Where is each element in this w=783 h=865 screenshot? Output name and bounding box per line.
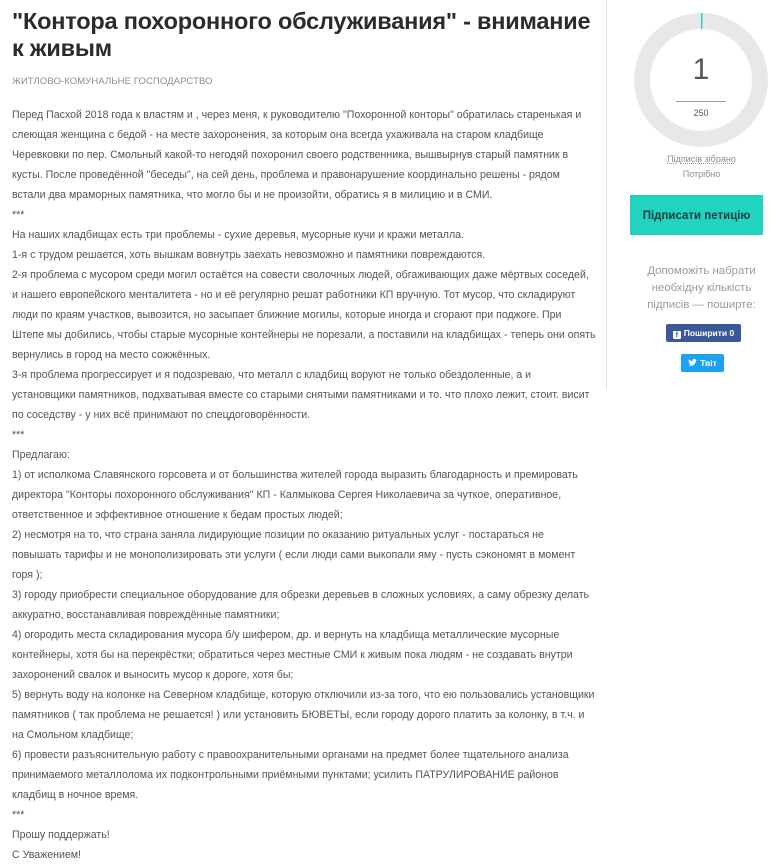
petition-paragraph: С Уважением! xyxy=(12,849,81,861)
facebook-share-label: Поширити 0 xyxy=(683,328,735,338)
petition-paragraph: Предлагаю: xyxy=(12,449,70,461)
petition-paragraph: 4) огородить места складирования мусора б/у шифером, др. и вернуть на кладбища металлические мусорные контейнеры, хотя бы на перекрёстки; обратиться через местные СМИ к живым пока людям - не создавать внутри захоронений свалок и выносить мусор к дороге, хотя бы; xyxy=(12,629,573,681)
petition-paragraph: 6) провести разъяснительную работу с правоохранительными органами на предмет более тщательного анализа принимаемого металлолома их подконтрольными приёмными пунктами; усилить ПАТРУЛИРОВАНИЕ районов кладбищ в ночное время. xyxy=(12,749,569,801)
twitter-share-button[interactable] xyxy=(681,354,724,372)
signatures-count: 1 xyxy=(692,53,710,86)
facebook-share-button[interactable] xyxy=(666,324,741,342)
sign-petition-button[interactable]: Підписати петицію xyxy=(630,195,763,235)
petition-body xyxy=(12,105,596,865)
column-divider xyxy=(606,0,607,390)
petition-paragraph: Перед Пасхой 2018 года к властям и , через меня, к руководителю "Похоронной конторы" обратилась старенькая и слеющая женщина с бедой - на месте захоронения, за которым она всегда ухаживала на старом кладбище Черевковки по пер. Смольный какой-то негодяй похоронил своего родственника, вышвырнув старый памятник в кусты. После проведённой "беседы", на сей день, проблема и правонарушение координально решены - рядом встали два мраморных памятника, что могло бы и не произойти, обратись я в милицию и в СМИ. xyxy=(12,109,582,201)
signatures-goal: 250 xyxy=(693,108,709,118)
petition-main xyxy=(12,0,596,865)
petition-paragraph: 1-я с трудом решается, хоть вышкам вовнутрь заехать невозможно и памятники повреждаются. xyxy=(12,249,486,261)
count-separator xyxy=(676,101,726,102)
petition-paragraph: 5) вернуть воду на колонке на Северном кладбище, которую отключили из-за того, что ею пользовались установщики памятников ( так проблема не решается! ) или установить БЮВЕТЫ, если городу дорого платить за колонку, в т.ч. и на Смольном кладбище; xyxy=(12,689,595,741)
signatures-needed-label: Потрібно xyxy=(682,169,721,179)
facebook-icon: f xyxy=(673,331,681,339)
petition-paragraph: 3-я проблема прогрессирует и я подозреваю, что металл с кладбищ воруют не только обездоленные, а и установщики памятников, подхватывая вместе со старыми снятыми памятниками и то. что плохо лежит, стоит. висит по соседству - у них всё принимают по спецдоговорённости. xyxy=(12,369,590,421)
petition-paragraph: На наших кладбищах есть три проблемы - сухие деревья, мусорные кучи и кражи металла. xyxy=(12,229,464,241)
petition-paragraph: *** xyxy=(12,809,25,821)
petition-title: "Контора похоронного обслуживания" - внимание к живым xyxy=(12,8,591,61)
petition-paragraph: Прошу поддержать! xyxy=(12,829,110,841)
signatures-collected-label: Підписів зібрано xyxy=(667,154,736,164)
petition-paragraph: 1) от исполкома Славянского горсовета и от большинства жителей города выразить благодарность и премировать директора "Конторы похоронного обслуживания" КП - Калмыкова Сергея Николаевича за чуткое, оперативное, ответственное и эффективное отношение к бедам простых людей; xyxy=(12,469,578,521)
petition-paragraph: *** xyxy=(12,429,25,441)
signature-progress-ring xyxy=(634,13,768,147)
twitter-share-label: Твіт xyxy=(700,358,717,368)
petition-sidebar xyxy=(630,0,773,372)
petition-category[interactable]: ЖИТЛОВО-КОМУНАЛЬНЕ ГОСПОДАРСТВО xyxy=(12,76,213,87)
petition-paragraph: 2-я проблема с мусором среди могил остаётся на совести сволочных людей, обгаживающих даже мёртвых соседей, и нашего европейского менталитета - но и её регулярно решат работники КП вручную. Тот мусор, что складируют люди по краям участков, вывозится, но засыпает ближние могилы, которые иногда и сгорают при поджоге. При Штепе мы добились, чтобы старые мусорные контейнеры не порезали, а поставили на кладбищах - теперь они опять вернулись в город на место сожжённых. xyxy=(12,269,596,361)
share-help-text: Допоможіть набрати необхідну кількість підписів — поширте: xyxy=(647,265,756,311)
petition-paragraph: 3) городу приобрести специальное оборудование для обрезки деревьев в сложных условиях, а саму обрезку делать аккуратно, восстанавливая повреждённые памятники; xyxy=(12,589,590,621)
petition-paragraph: 2) несмотря на то, что страна заняла лидирующие позиции по оказанию ритуальных услуг - постараться не повышать тарифы и не монополизировать эти услуги ( если люди сами выкопали яму - пусть сэкономят в момент горя ); xyxy=(12,529,576,581)
twitter-icon xyxy=(688,359,697,366)
petition-paragraph: *** xyxy=(12,209,25,221)
